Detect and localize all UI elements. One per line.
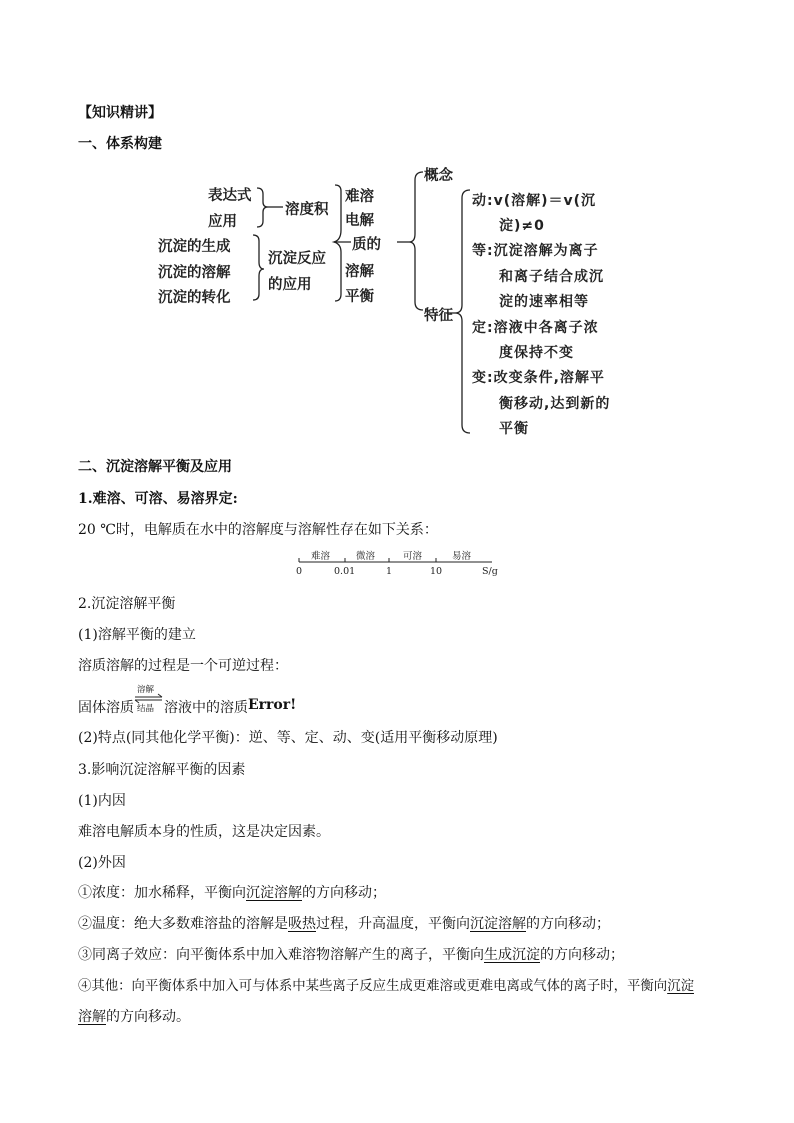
diagram-ksp: 溶度积 bbox=[285, 202, 329, 218]
subsection-3-title: 3.影响沉淀溶解平衡的因素 bbox=[78, 762, 246, 778]
factor-common-ion-answer: 生成沉淀 bbox=[484, 947, 540, 963]
inner-cause-heading: (1)内因 bbox=[78, 793, 126, 809]
factor-temperature-text: ②温度：绝大多数难溶盐的溶解是 bbox=[78, 916, 288, 932]
scale-label-slightly: 微溶 bbox=[356, 551, 376, 562]
scale-tick-1: 1 bbox=[386, 566, 393, 577]
factor-common-ion-text: ③同离子效应：向平衡体系中加入难溶物溶解产生的离子，平衡向 bbox=[78, 947, 484, 963]
diagram-center-2: 电解 bbox=[345, 213, 374, 229]
diagram-dissolution: 沉淀的溶解 bbox=[158, 265, 231, 281]
scale-label-insoluble: 难溶 bbox=[311, 551, 331, 562]
feature-bian-1: 变:改变条件,溶解平 bbox=[472, 370, 605, 386]
factor-common-ion-end: 的方向移动； bbox=[540, 947, 624, 963]
eq-right: 溶液中的溶质 bbox=[164, 700, 248, 716]
subsection-2-title: 2.沉淀溶解平衡 bbox=[78, 596, 176, 612]
scale-unit: S/g bbox=[482, 566, 498, 577]
diagram-reaction-line1: 沉淀反应 bbox=[268, 251, 326, 267]
feature-dong-1: 动:v(溶解)＝v(沉 bbox=[472, 193, 597, 209]
factor-other-line2 bbox=[78, 1006, 190, 1026]
scale-label-soluble: 可溶 bbox=[403, 551, 423, 562]
section-2-title: 二、沉淀溶解平衡及应用 bbox=[78, 459, 232, 475]
features-line: (2)特点(同其他化学平衡)：逆、等、定、动、变(适用平衡移动原理) bbox=[78, 730, 498, 746]
diagram-center-5: 平衡 bbox=[345, 289, 374, 305]
diagram-center-1: 难溶 bbox=[345, 189, 374, 205]
factor-other-end: 的方向移动。 bbox=[106, 1009, 190, 1025]
diagram-conversion: 沉淀的转化 bbox=[158, 290, 231, 306]
outer-cause-heading: (2)外因 bbox=[78, 855, 126, 871]
factor-temperature-mid: 过程，升高温度，平衡向 bbox=[316, 916, 470, 932]
scale-tick-001: 0.01 bbox=[334, 566, 356, 577]
feature-deng-2: 和离子结合成沉 bbox=[499, 269, 604, 285]
factor-other-answer-1: 沉淀 bbox=[667, 979, 694, 994]
factor-other-text: ④其他：向平衡体系中加入可与体系中某些离子反应生成更难溶或更难电离或气体的离子时，平衡向 bbox=[78, 979, 668, 994]
diagram-feature: 特征 bbox=[424, 308, 453, 324]
diagram-expression: 表达式 bbox=[208, 188, 252, 204]
inner-cause-desc: 难溶电解质本身的性质，这是决定因素。 bbox=[78, 824, 330, 840]
factor-concentration-end: 的方向移动； bbox=[302, 885, 386, 901]
feature-bian-3: 平衡 bbox=[499, 421, 529, 437]
feature-deng-3: 淀的速率相等 bbox=[499, 294, 589, 310]
feature-dong-2: 淀)≠0 bbox=[499, 218, 545, 234]
factor-common-ion bbox=[78, 944, 624, 964]
establish-heading: (1)溶解平衡的建立 bbox=[78, 627, 196, 643]
factor-other-line1 bbox=[78, 975, 694, 994]
temperature-line: 20 ℃时，电解质在水中的溶解度与溶解性存在如下关系： bbox=[78, 522, 438, 538]
factor-concentration-text: ①浓度：加水稀释，平衡向 bbox=[78, 885, 246, 901]
factor-concentration bbox=[78, 882, 386, 902]
feature-deng-1: 等:沉淀溶解为离子 bbox=[472, 243, 599, 259]
factor-temperature bbox=[78, 913, 610, 933]
feature-bian-2: 衡移动,达到新的 bbox=[499, 396, 611, 412]
subsection-1-title: 1.难溶、可溶、易溶界定: bbox=[78, 491, 238, 507]
diagram-formation: 沉淀的生成 bbox=[158, 239, 231, 255]
diagram-application: 应用 bbox=[208, 214, 237, 230]
diagram-concept: 概念 bbox=[424, 168, 453, 184]
knowledge-tag: 【知识精讲】 bbox=[78, 105, 162, 121]
eq-left: 固体溶质 bbox=[78, 700, 134, 716]
scale-label-easily: 易溶 bbox=[452, 551, 472, 562]
factor-other-answer-2: 溶解 bbox=[78, 1009, 106, 1025]
diagram-center-3: 质的 bbox=[352, 237, 381, 253]
scale-tick-10: 10 bbox=[430, 566, 443, 577]
feature-ding-2: 度保持不变 bbox=[499, 345, 574, 361]
factor-concentration-answer: 沉淀溶解 bbox=[246, 885, 302, 901]
process-line: 溶质溶解的过程是一个可逆过程： bbox=[78, 658, 288, 674]
factor-temperature-answer-1: 吸热 bbox=[288, 916, 316, 932]
diagram-reaction-line2: 的应用 bbox=[268, 277, 312, 293]
diagram-center-4: 溶解 bbox=[345, 264, 374, 280]
section-1-title: 一、体系构建 bbox=[78, 136, 162, 152]
eq-arrow-bottom-label: 结晶 bbox=[137, 704, 155, 714]
eq-arrow-top-label: 溶解 bbox=[137, 685, 155, 695]
scale-tick-0: 0 bbox=[296, 566, 303, 577]
feature-ding-1: 定:溶液中各离子浓 bbox=[472, 320, 599, 336]
factor-temperature-end: 的方向移动； bbox=[526, 916, 610, 932]
factor-temperature-answer-2: 沉淀溶解 bbox=[470, 916, 526, 932]
eq-error: Error! bbox=[248, 697, 297, 713]
